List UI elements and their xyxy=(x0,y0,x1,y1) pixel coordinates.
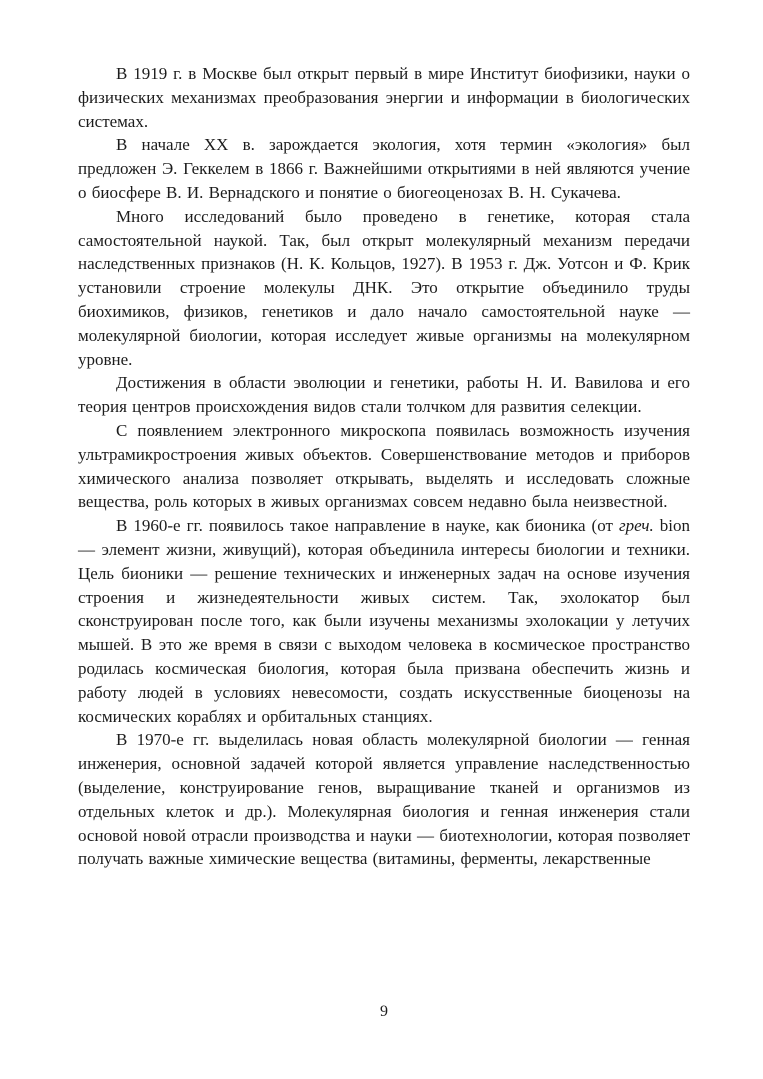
paragraph-segment: С появлением электронного микроскопа появилась возможность изучения ультрамикростроения живых объектов. Совершенствование методов и приборов химического анализа позволяет открывать, выделять и исследовать сложные вещества, роль которых в живых организмах совсем недавно была неизвестной. xyxy=(78,420,690,512)
paragraph-segment: В 1960-е гг. появилось такое направление в науке, как бионика (от xyxy=(116,516,619,536)
paragraph-segment: Много исследований было проведено в генетике, которая стала самостоятельной наукой. Так, был открыт молекулярный механизм передачи наследственных признаков (Н. К. Кольцов, 1927). В 1953 г. Дж. Уотсон и Ф. Крик установили строение молекулы ДНК. Это открытие объединило труды биохимиков, физиков, генетиков и дало начало самостоятельной науке — молекулярной биологии, которая исследует живые организмы на молекулярном уровне. xyxy=(78,206,690,369)
paragraph xyxy=(78,62,690,133)
page-text xyxy=(78,62,690,871)
page-number: 9 xyxy=(380,1003,388,1020)
paragraph xyxy=(78,514,690,728)
paragraph xyxy=(78,371,690,419)
paragraph-segment: bion — элемент жизни, живущий), которая объединила интересы биологии и техники. Цель бионики — решение технических и инженерных задач на основе изучения строения и жизнедеятельности живых систем. Так, эхолокатор был сконструирован после того, как были изучены механизмы эхолокации у летучих мышей. В это же время в связи с выходом человека в космическое пространство родилась космическая биология, которая была призвана обеспечить жизнь и работу людей в условиях невесомости, создать искусственные биоценозы на космических кораблях и орбитальных станциях. xyxy=(78,516,690,726)
paragraph-segment-italic: греч. xyxy=(618,516,654,536)
paragraph xyxy=(78,205,690,372)
paragraph-segment: В начале XX в. зарождается экология, хотя термин «экология» был предложен Э. Геккелем в 1866 г. Важнейшими открытиями в ней являются учение о биосфере В. И. Вернадского и понятие о биогеоценозах В. Н. Сукачева. xyxy=(78,135,690,202)
paragraph-segment: В 1970-е гг. выделилась новая область молекулярной биологии — генная инженерия, основной задачей которой является управление наследственностью (выделение, конструирование генов, выращивание тканей и организмов из отдельных клеток и др.). Молекулярная биология и генная инженерия стали основой новой отрасли производства и науки — биотехнологии, которая позволяет получать важные химические вещества (витамины, ферменты, лекарственные xyxy=(78,730,690,869)
paragraph-segment: Достижения в области эволюции и генетики, работы Н. И. Вавилова и его теория центров происхождения видов стали толчком для развития селекции. xyxy=(78,373,690,417)
paragraph-segment: В 1919 г. в Москве был открыт первый в мире Институт биофизики, науки о физических механизмах преобразования энергии и информации в биологических системах. xyxy=(78,64,690,131)
paragraph xyxy=(78,419,690,514)
paragraph xyxy=(78,133,690,204)
paragraph xyxy=(78,728,690,871)
